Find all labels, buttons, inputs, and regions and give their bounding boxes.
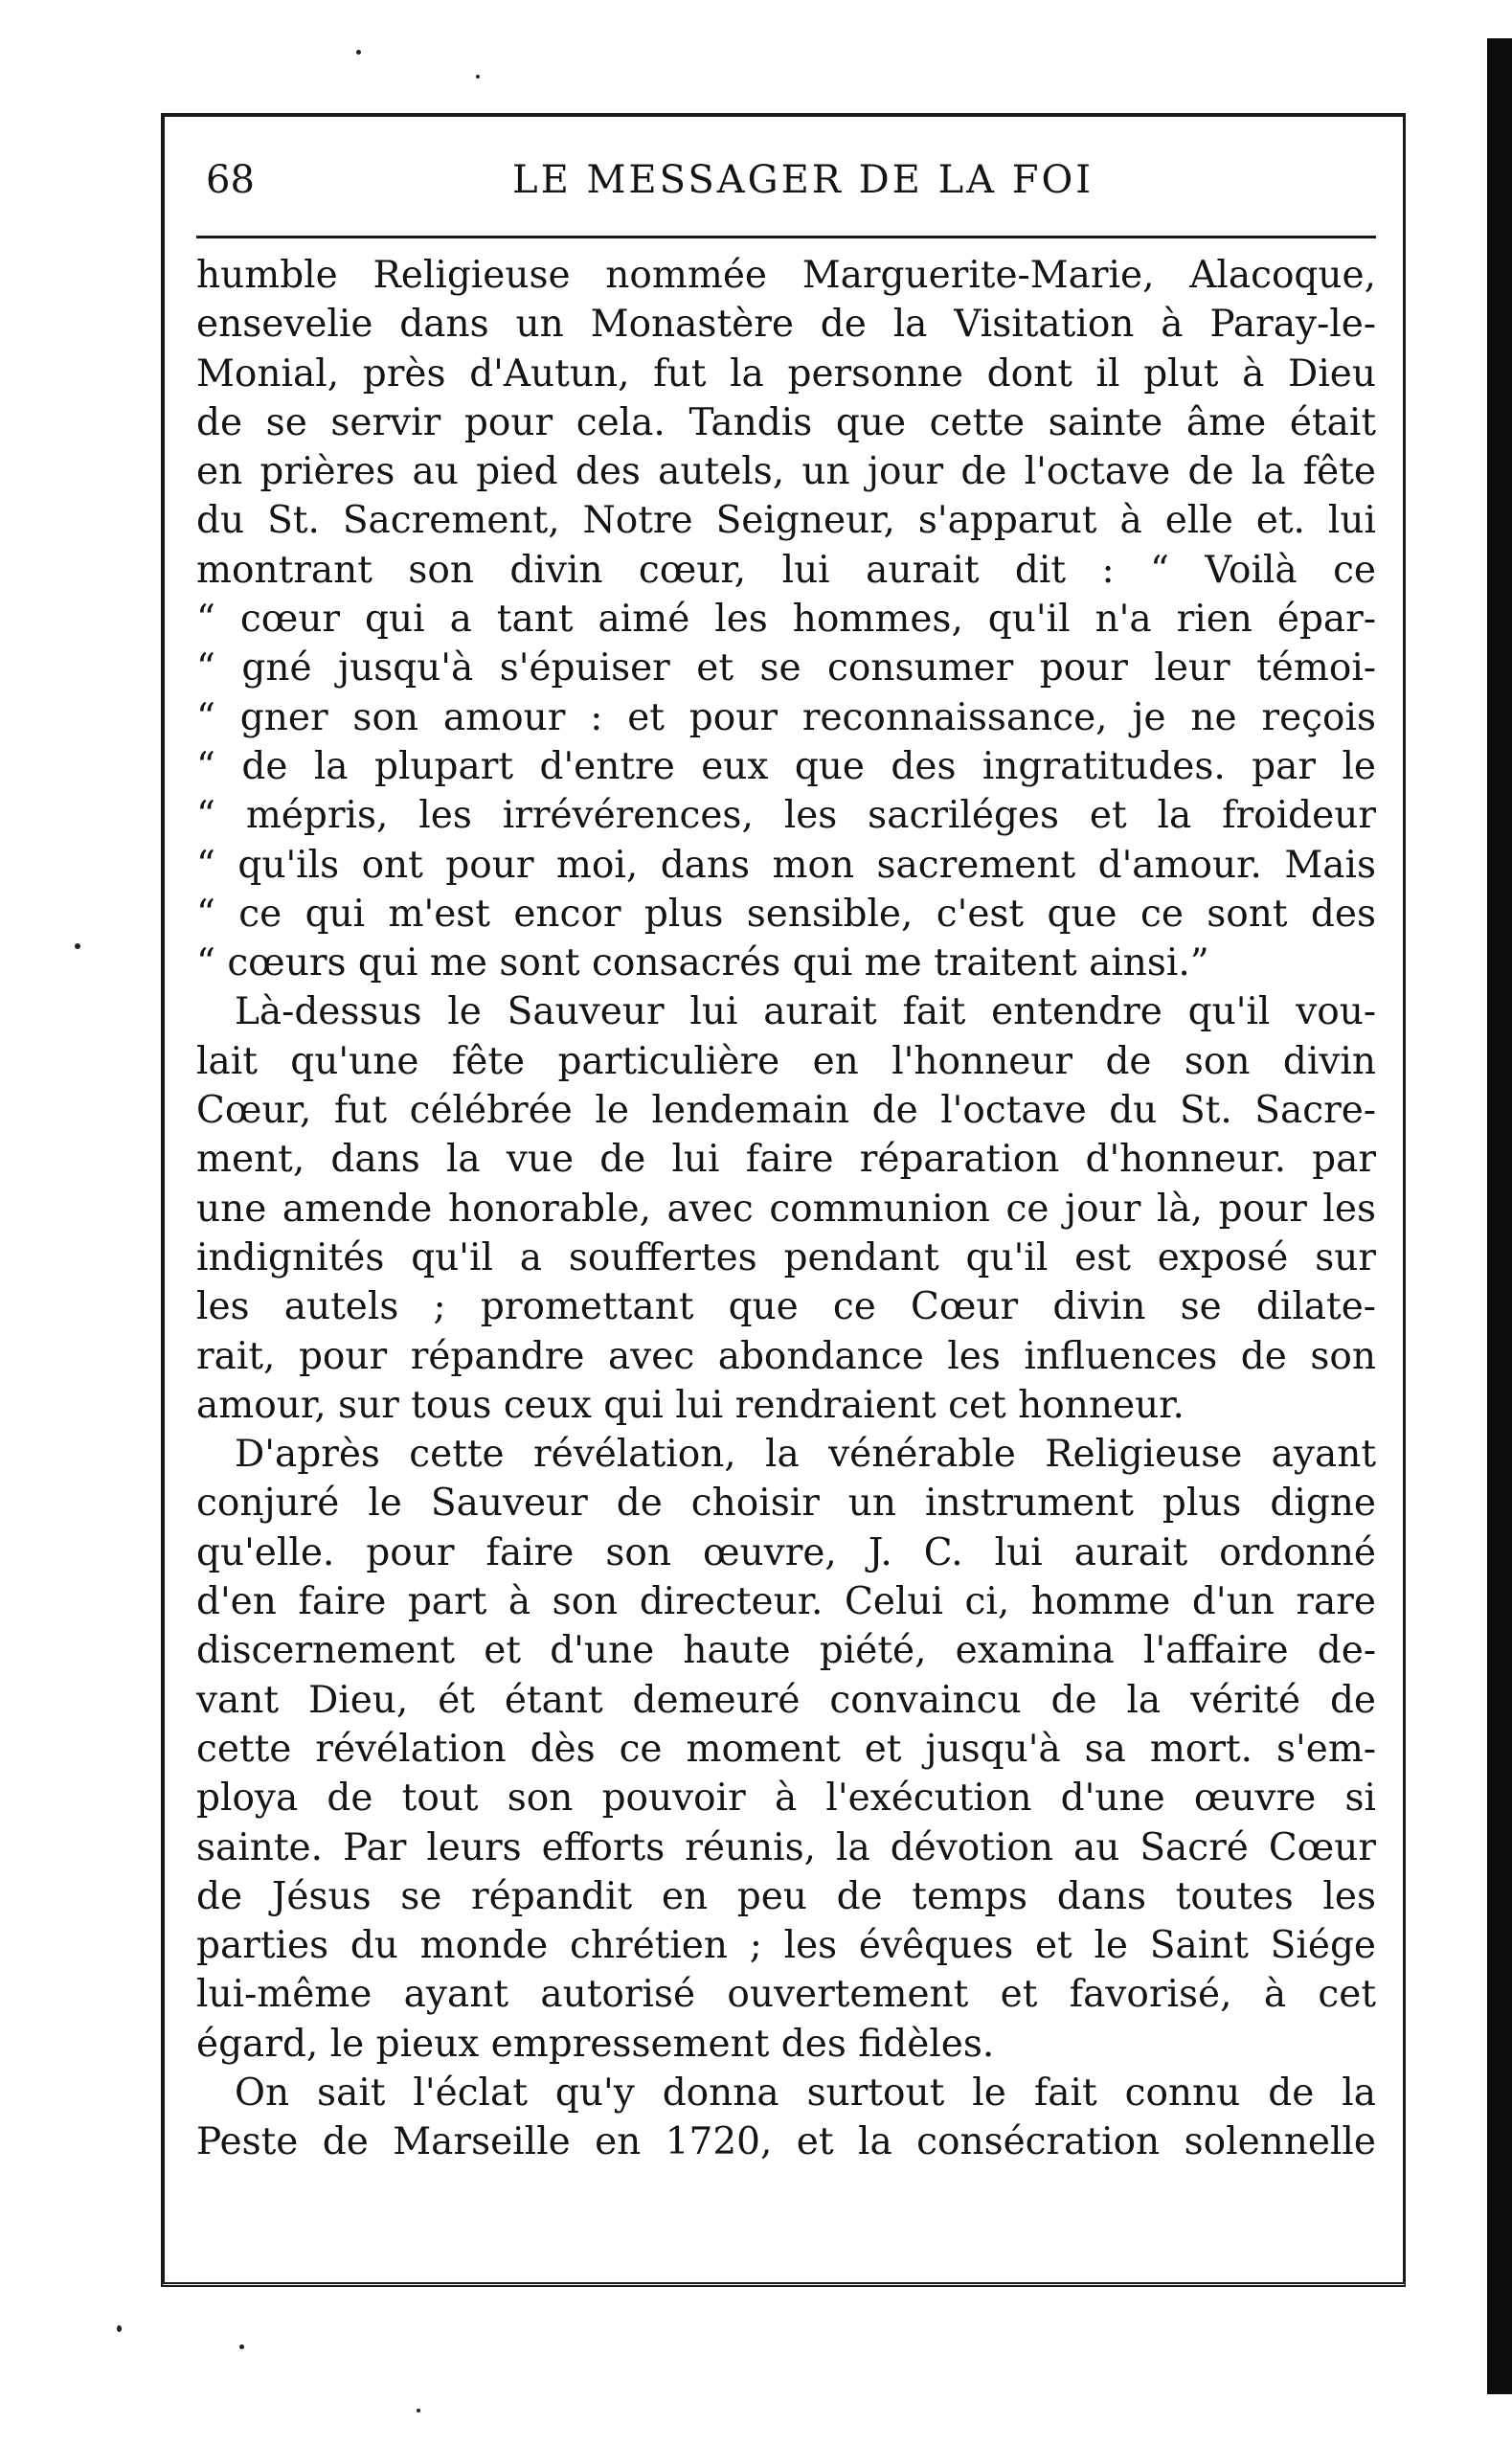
text-line: “ mépris, les irrévérences, les sacriléges et la froideur [196, 794, 1376, 838]
text-line: Monial, près d'Autun, fut la personne dont il plut à Dieu [196, 351, 1376, 396]
text-line: du St. Sacrement, Notre Seigneur, s'apparut à elle et. lui [196, 499, 1376, 543]
text-line: On sait l'éclat qu'y donna surtout le fait connu de la [235, 2071, 1376, 2115]
text-line: de se servir pour cela. Tandis que cette sainte âme était [196, 400, 1376, 444]
page-header [206, 151, 1384, 209]
text-line: en prières au pied des autels, un jour de l'octave de la fête [196, 450, 1376, 494]
text-line: sainte. Par leurs efforts réunis, la dévotion au Sacré Cœur [196, 1825, 1376, 1869]
text-line: lui-même ayant autorisé ouvertement et favorisé, à cet [196, 1973, 1376, 2017]
text-line: qu'elle. pour faire son œuvre, J. C. lui aurait ordonné [196, 1530, 1376, 1574]
ink-speck [356, 50, 361, 55]
text-line: amour, sur tous ceux qui lui rendraient cet honneur. [196, 1383, 1185, 1427]
page-binding-edge [1487, 38, 1512, 2394]
text-line: vant Dieu, ét étant demeuré convaincu de la vérité de [196, 1678, 1376, 1722]
ink-speck [417, 2409, 420, 2412]
text-line: les autels ; promettant que ce Cœur divin se dilate- [196, 1285, 1376, 1329]
text-line: “ gner son amour : et pour reconnaissance, je ne reçois [196, 695, 1376, 739]
text-line: ment, dans la vue de lui faire réparation d'honneur. par [196, 1138, 1376, 1182]
text-line: D'après cette révélation, la vénérable Religieuse ayant [235, 1433, 1376, 1477]
text-line: ploya de tout son pouvoir à l'exécution d'une œuvre si [196, 1777, 1376, 1821]
text-line: ensevelie dans un Monastère de la Visitation à Paray-le- [196, 303, 1376, 347]
text-line: “ qu'ils ont pour moi, dans mon sacrement d'amour. Mais [196, 843, 1376, 887]
text-line: montrant son divin cœur, lui aurait dit : “ Voilà ce [196, 548, 1376, 592]
text-line: “ de la plupart d'entre eux que des ingratitudes. par le [196, 744, 1376, 788]
text-line: parties du monde chrétien ; les évêques et le Saint Siége [196, 1924, 1376, 1968]
ink-speck [75, 943, 80, 949]
page-number: 68 [206, 158, 255, 202]
text-line: indignités qu'il a souffertes pendant qu'il est exposé sur [196, 1235, 1376, 1279]
header-rule [196, 236, 1376, 238]
body-text [196, 251, 1376, 2167]
text-line: lait qu'une fête particulière en l'honneur de son divin [196, 1039, 1376, 1083]
ink-speck [239, 2344, 244, 2349]
text-line: “ cœur qui a tant aimé les hommes, qu'il n'a rien épar- [196, 598, 1376, 642]
text-line: une amende honorable, avec communion ce jour là, pour les [196, 1187, 1376, 1231]
text-line: égard, le pieux empressement des fidèles. [196, 2022, 995, 2066]
ink-speck [476, 75, 480, 79]
running-title: LE MESSAGER DE LA FOI [512, 158, 1095, 202]
ink-speck [117, 2325, 122, 2332]
text-line: Cœur, fut célébrée le lendemain de l'octave du St. Sacre- [196, 1089, 1376, 1133]
text-line: rait, pour répandre avec abondance les influences de son [196, 1334, 1376, 1378]
text-line: “ cœurs qui me sont consacrés qui me traitent ainsi.” [196, 941, 1209, 985]
text-line: discernement et d'une haute piété, examina l'affaire de- [196, 1629, 1376, 1673]
text-line: “ ce qui m'est encor plus sensible, c'est que ce sont des [196, 892, 1376, 936]
text-line: cette révélation dès ce moment et jusqu'à sa mort. s'em- [196, 1727, 1376, 1771]
text-line: de Jésus se répandit en peu de temps dans toutes les [196, 1874, 1376, 1918]
text-line: conjuré le Sauveur de choisir un instrument plus digne [196, 1482, 1376, 1526]
text-line: Là-dessus le Sauveur lui aurait fait entendre qu'il vou- [235, 990, 1376, 1034]
text-line: d'en faire part à son directeur. Celui ci, homme d'un rare [196, 1580, 1376, 1624]
text-line: “ gné jusqu'à s'épuiser et se consumer pour leur témoi- [196, 646, 1376, 690]
text-line: humble Religieuse nommée Marguerite-Marie, Alacoque, [196, 254, 1376, 297]
text-line: Peste de Marseille en 1720, et la consécration solennelle [196, 2120, 1376, 2164]
